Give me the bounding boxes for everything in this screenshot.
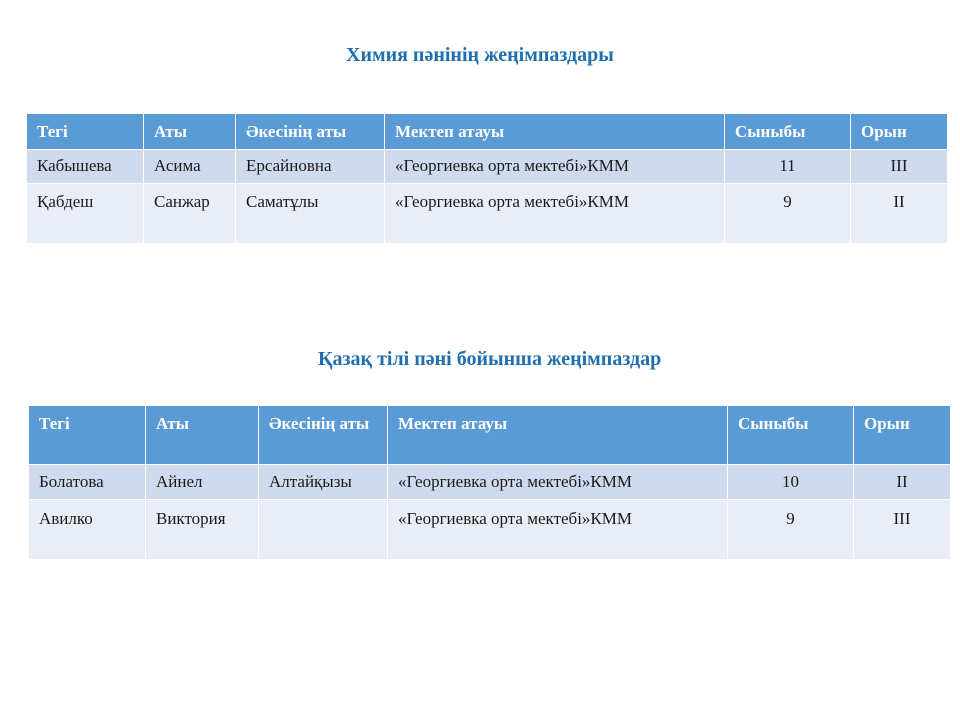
cell-school: «Георгиевка орта мектебі»КММ xyxy=(385,184,725,244)
cell-patronymic: Саматұлы xyxy=(236,184,385,244)
column-header-surname: Тегі xyxy=(27,114,144,150)
column-header-grade: Сыныбы xyxy=(725,114,851,150)
cell-name: Асима xyxy=(144,150,236,184)
cell-surname: Болатова xyxy=(29,465,146,500)
cell-place: II xyxy=(854,465,951,500)
column-header-patronymic: Әкесінің аты xyxy=(236,114,385,150)
table-row xyxy=(27,150,948,184)
table-row xyxy=(27,184,948,244)
cell-surname: Қабдеш xyxy=(27,184,144,244)
column-header-patronymic: Әкесінің аты xyxy=(259,406,388,465)
table-header-row xyxy=(29,406,951,465)
cell-grade: 9 xyxy=(725,184,851,244)
cell-patronymic: Алтайқызы xyxy=(259,465,388,500)
column-header-place: Орын xyxy=(854,406,951,465)
cell-grade: 11 xyxy=(725,150,851,184)
kazakh-language-winners-table xyxy=(28,405,951,560)
column-header-surname: Тегі xyxy=(29,406,146,465)
cell-name: Санжар xyxy=(144,184,236,244)
column-header-school: Мектеп атауы xyxy=(385,114,725,150)
column-header-name: Аты xyxy=(146,406,259,465)
cell-school: «Георгиевка орта мектебі»КММ xyxy=(385,150,725,184)
cell-school: «Георгиевка орта мектебі»КММ xyxy=(388,465,728,500)
table-header-row xyxy=(27,114,948,150)
cell-surname: Кабышева xyxy=(27,150,144,184)
cell-place: III xyxy=(854,500,951,560)
column-header-school: Мектеп атауы xyxy=(388,406,728,465)
cell-grade: 10 xyxy=(728,465,854,500)
cell-place: II xyxy=(851,184,948,244)
table-row xyxy=(29,500,951,560)
column-header-name: Аты xyxy=(144,114,236,150)
cell-name: Виктория xyxy=(146,500,259,560)
cell-school: «Георгиевка орта мектебі»КММ xyxy=(388,500,728,560)
cell-place: III xyxy=(851,150,948,184)
chemistry-winners-table xyxy=(26,113,948,244)
cell-name: Айнел xyxy=(146,465,259,500)
cell-grade: 9 xyxy=(728,500,854,560)
chemistry-winners-title: Химия пәнінің жеңімпаздары xyxy=(346,44,614,66)
cell-patronymic xyxy=(259,500,388,560)
cell-patronymic: Ерсайновна xyxy=(236,150,385,184)
column-header-grade: Сыныбы xyxy=(728,406,854,465)
kazakh-language-winners-title: Қазақ тілі пәні бойынша жеңімпаздар xyxy=(318,348,662,370)
column-header-place: Орын xyxy=(851,114,948,150)
cell-surname: Авилко xyxy=(29,500,146,560)
table-row xyxy=(29,465,951,500)
